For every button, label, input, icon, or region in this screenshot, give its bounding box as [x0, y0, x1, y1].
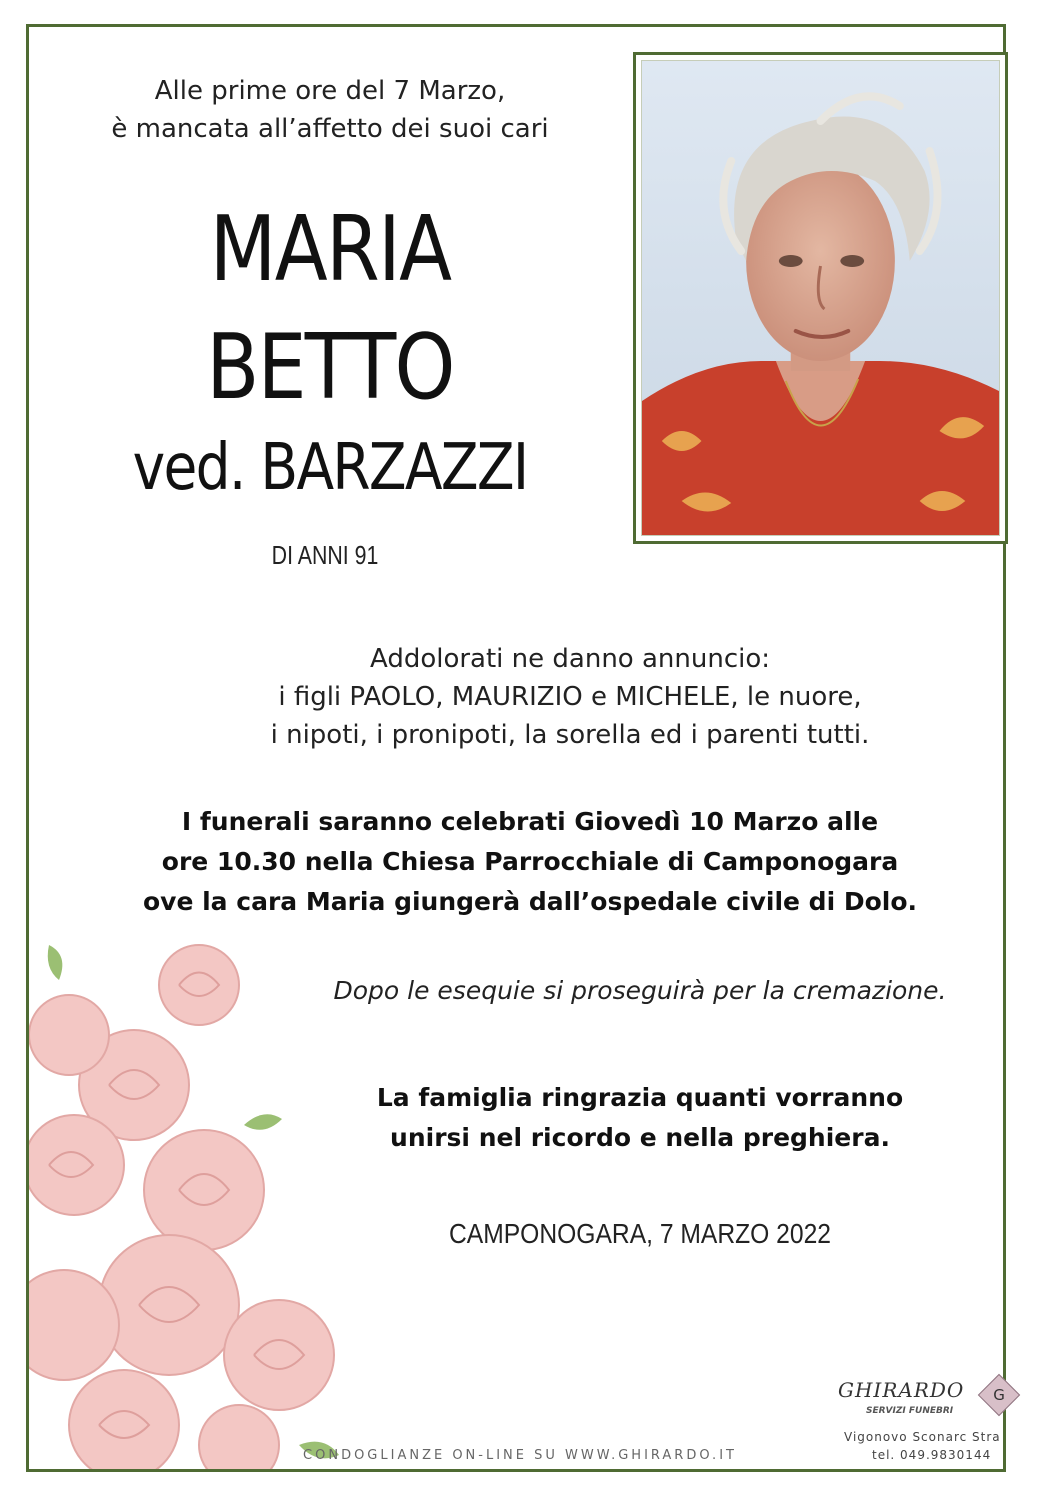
portrait-frame — [633, 52, 1008, 544]
roses-decoration-icon — [29, 925, 379, 1469]
logo-phone: tel. 049.9830144 — [872, 1448, 992, 1462]
intro-line: è mancata all’affetto dei suoi cari — [111, 114, 549, 144]
logo-subtitle: SERVIZI FUNEBRI — [866, 1406, 954, 1416]
place-and-date: CAMPONOGARA, 7 MARZO 2022 — [448, 1218, 832, 1249]
funeral-line: ove la cara Maria giungerà dall’ospedale civile di Dolo. — [142, 887, 918, 916]
logo-name: GHIRARDO — [838, 1378, 965, 1402]
logo-badge-letter: G — [993, 1386, 1005, 1404]
funeral-home-logo — [828, 1372, 1028, 1468]
deceased-widow-of: ved. BARZAZZI — [132, 431, 528, 505]
family-thanks — [310, 1078, 970, 1158]
announcement-line: i nipoti, i pronipoti, la sorella ed i parenti tutti. — [270, 720, 870, 750]
funeral-line: I funerali saranno celebrati Giovedì 10 Marzo alle — [181, 807, 879, 836]
deceased-last-name: BETTO — [206, 315, 454, 420]
condolences-footer: CONDOGLIANZE ON-LINE SU WWW.GHIRARDO.IT — [303, 1448, 737, 1463]
deceased-first-name: MARIA — [209, 197, 451, 302]
thanks-line: La famiglia ringrazia quanti vorranno — [376, 1083, 904, 1112]
intro-line: Alle prime ore del 7 Marzo, — [154, 76, 506, 106]
funeral-line: ore 10.30 nella Chiesa Parrocchiale di Camponogara — [161, 847, 899, 876]
deceased-age: DI ANNI 91 — [271, 540, 379, 570]
logo-towns: Vigonovo Sconarc Stra — [844, 1430, 1001, 1444]
funeral-details — [90, 802, 970, 922]
thanks-line: unirsi nel ricordo e nella preghiera. — [390, 1123, 890, 1152]
intro-text — [100, 72, 560, 148]
cremation-note: Dopo le esequie si proseguirà per la cremazione. — [333, 976, 947, 1005]
announcement-line: i figli PAOLO, MAURIZIO e MICHELE, le nuore, — [278, 682, 862, 712]
portrait-photo — [641, 60, 1000, 536]
announcement-line: Addolorati ne danno annuncio: — [369, 644, 771, 674]
portrait-illustration — [642, 61, 999, 535]
announcement — [190, 640, 950, 754]
